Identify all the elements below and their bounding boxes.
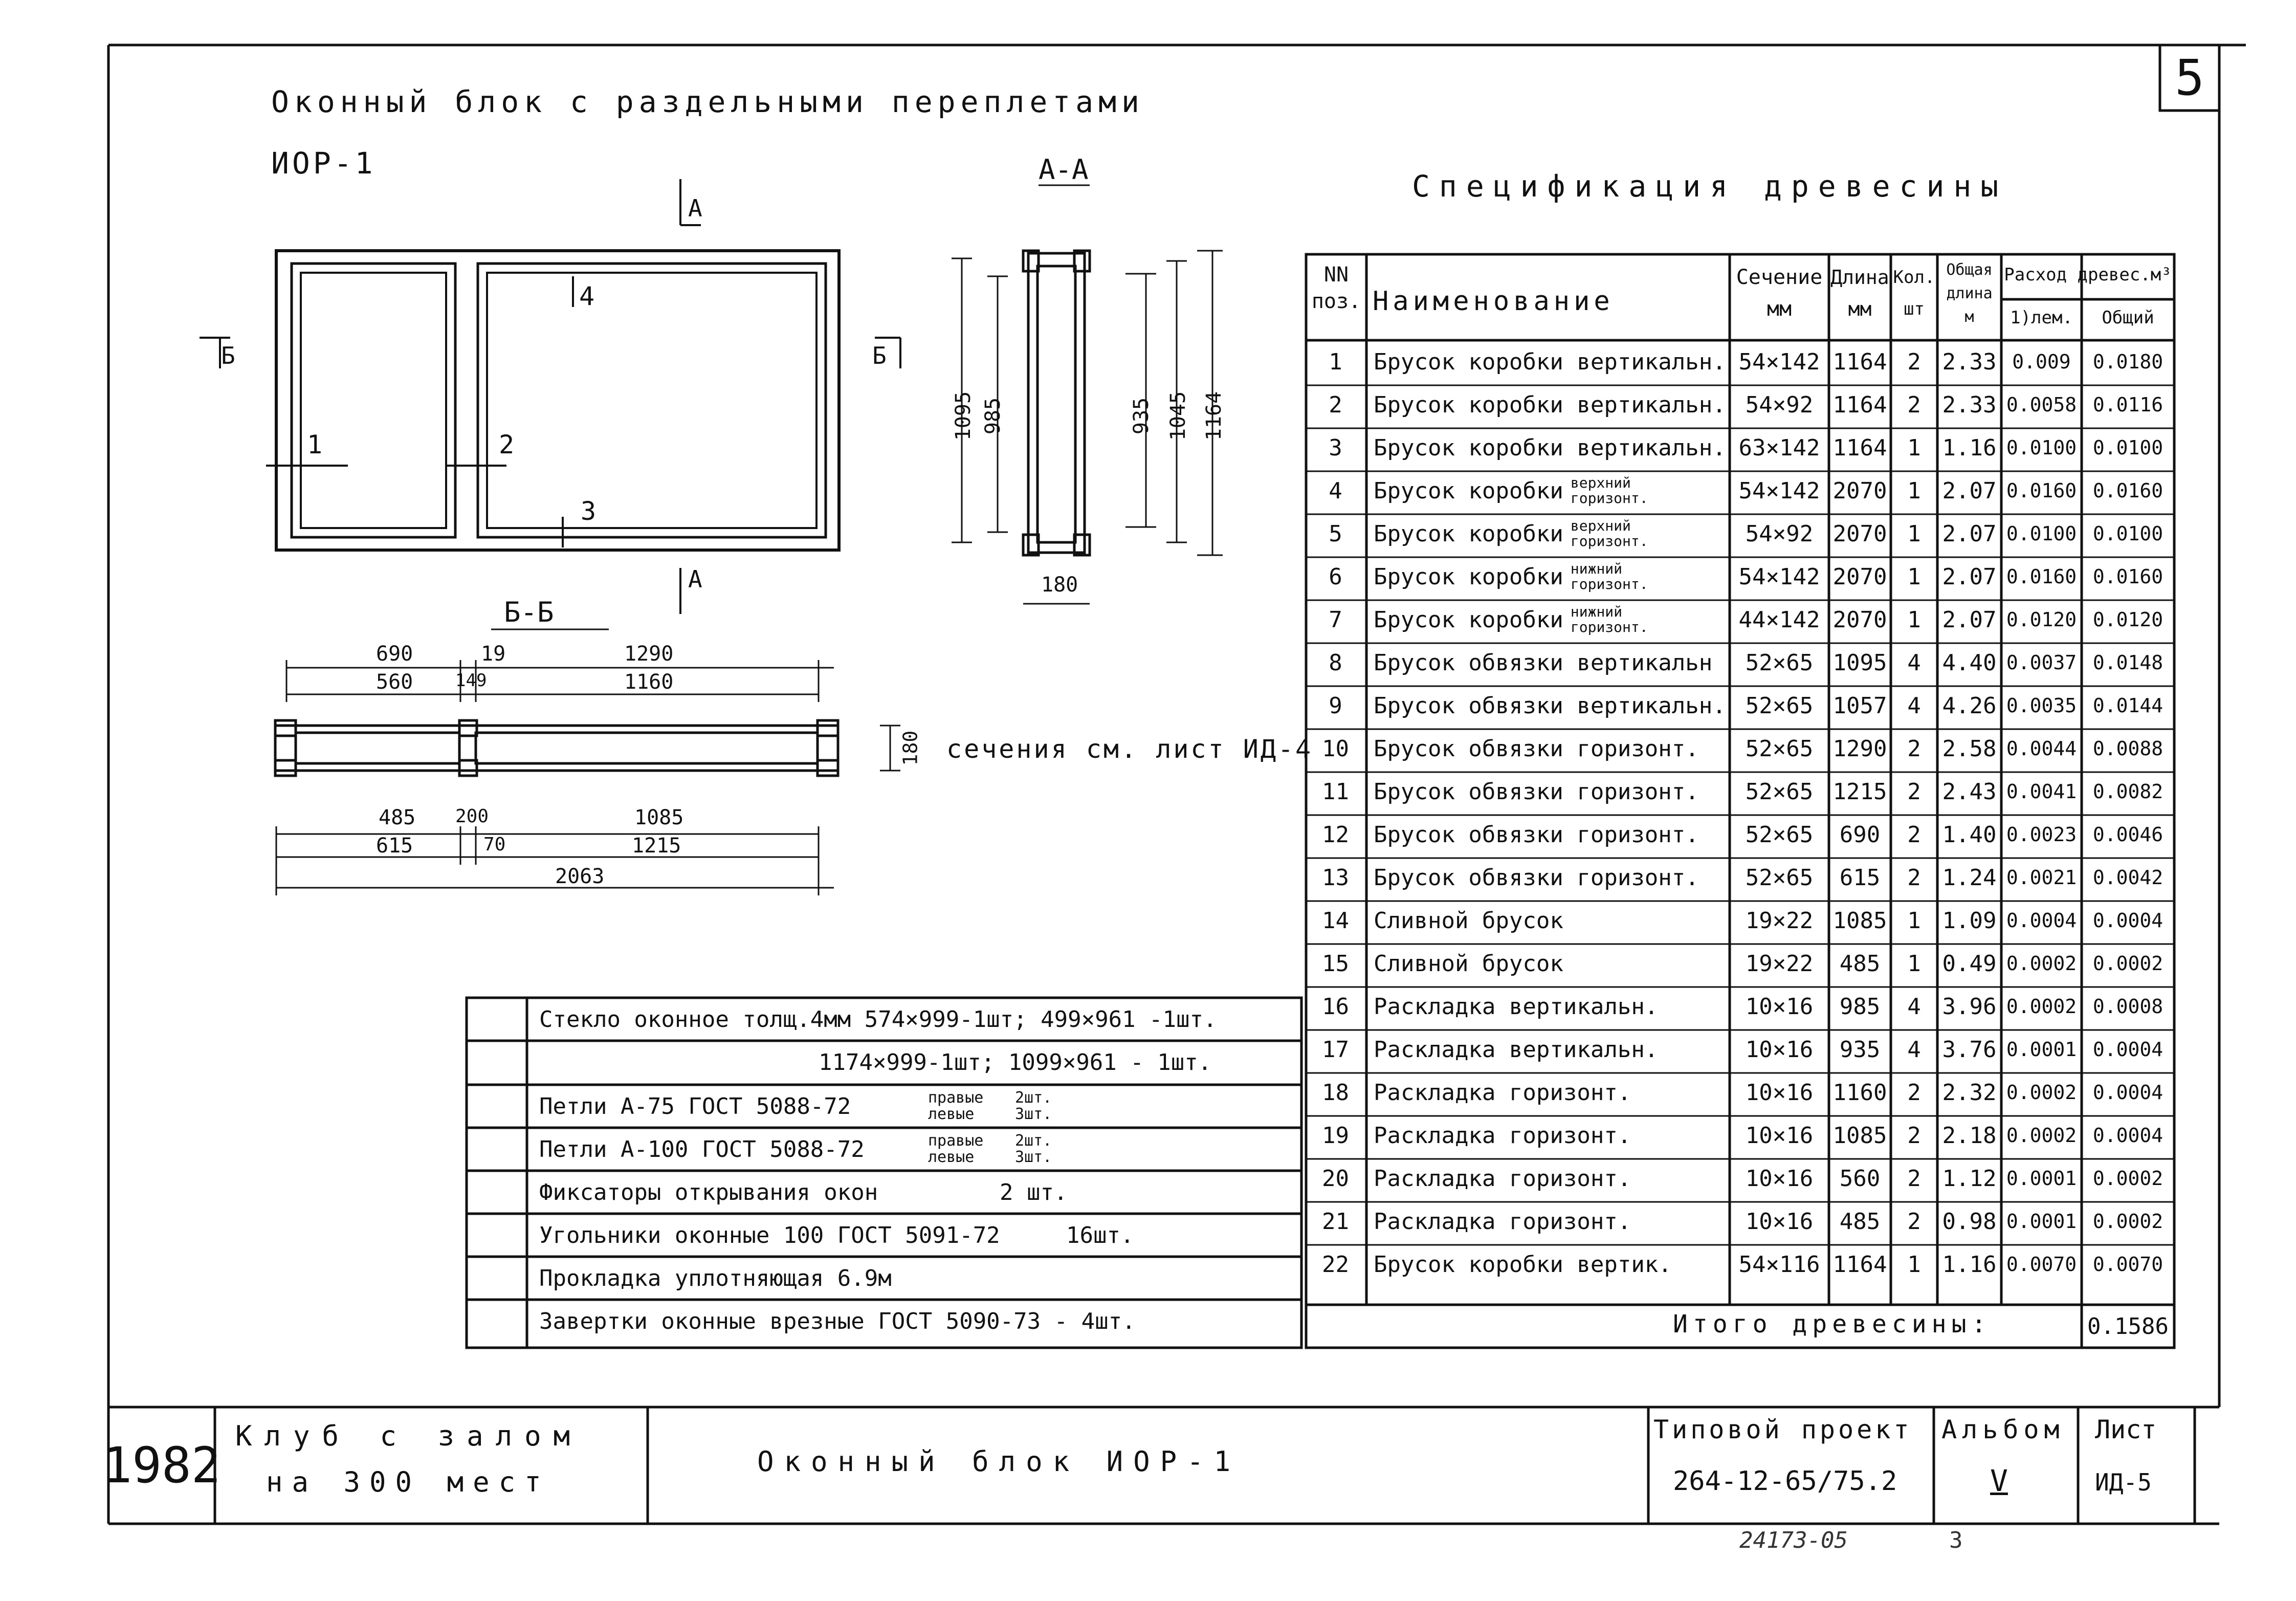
- dim-560: 560: [376, 670, 413, 694]
- header-section: Сечение мм: [1736, 266, 1823, 321]
- album-value: V: [1990, 1463, 2008, 1498]
- drawing-title: Оконный блок с раздельными переплетами: [271, 84, 1144, 119]
- section-mark-b-left: Б: [221, 342, 235, 369]
- row-use-total: 0.0116: [2092, 393, 2163, 416]
- drawing-mark: ИОР-1: [271, 146, 376, 181]
- album-label: Альбом: [1941, 1415, 2065, 1444]
- dim-70: 70: [483, 834, 506, 855]
- row-section: 10×16: [1745, 1208, 1814, 1235]
- row-name: Сливной брусок: [1374, 907, 1563, 934]
- spec-row: [1306, 1200, 2174, 1243]
- footer-number: 3: [1949, 1527, 1963, 1553]
- row-position: 22: [1322, 1251, 1349, 1278]
- row-section: 54×92: [1745, 520, 1814, 547]
- spec-row: [1306, 1114, 2174, 1157]
- dim-935: 935: [1130, 397, 1154, 435]
- position-label-4: 4: [579, 281, 595, 311]
- hinge75-right: правые 2шт.: [928, 1089, 1052, 1107]
- row-use-element: 0.0100: [2006, 522, 2077, 545]
- row-use-total: 0.0002: [2092, 1167, 2163, 1190]
- spec-row: [1306, 426, 2174, 469]
- row-total-length: 0.98: [1942, 1208, 1997, 1235]
- row-total-length: 2.07: [1942, 477, 1997, 504]
- spec-row: [1306, 1243, 2174, 1286]
- row-use-total: 0.0042: [2092, 866, 2163, 889]
- materials-seal: Прокладка уплотняющая 6.9м: [539, 1265, 892, 1291]
- dim-1215: 1215: [632, 834, 681, 858]
- row-name-qualifier: верхний горизонт.: [1570, 474, 1648, 507]
- row-length: 690: [1839, 821, 1881, 848]
- materials-glass-1: Стекло оконное толщ.4мм 574×999-1шт; 499×961 -1шт.: [539, 1006, 1217, 1033]
- row-use-element: 0.0035: [2006, 694, 2077, 717]
- spec-row: [1306, 1071, 2174, 1114]
- header-no: NN поз.: [1311, 263, 1361, 313]
- row-length: 1164: [1833, 434, 1887, 461]
- year-stamp: 1982: [102, 1437, 221, 1494]
- spec-row: [1306, 1028, 2174, 1071]
- row-section: 19×22: [1745, 950, 1814, 977]
- row-name: Сливной брусок: [1374, 950, 1563, 977]
- header-use-el: 1)лем.: [2010, 308, 2073, 328]
- row-use-element: 0.0023: [2006, 823, 2077, 846]
- spec-row: [1306, 684, 2174, 727]
- row-length: 1215: [1833, 778, 1887, 805]
- row-name: Раскладка горизонт.: [1374, 1079, 1631, 1106]
- dim-1085: 1085: [634, 806, 684, 829]
- row-use-element: 0.0044: [2006, 737, 2077, 760]
- row-position: 20: [1322, 1165, 1349, 1192]
- corners-qty: 16шт.: [1066, 1222, 1134, 1248]
- row-quantity: 1: [1907, 907, 1921, 934]
- dim-1164: 1164: [1202, 391, 1226, 441]
- row-length: 985: [1839, 993, 1881, 1020]
- spec-row: [1306, 770, 2174, 813]
- hinge100-right: правые 2шт.: [928, 1132, 1052, 1150]
- header-length: Длина мм: [1830, 266, 1889, 320]
- dim-2063: 2063: [555, 865, 605, 888]
- row-use-element: 0.0037: [2006, 651, 2077, 674]
- row-use-total: 0.0004: [2092, 909, 2163, 932]
- row-use-element: 0.0160: [2006, 565, 2077, 588]
- row-position: 19: [1322, 1122, 1349, 1149]
- row-quantity: 1: [1907, 950, 1921, 977]
- hinge75-label: Петли А-75 ГОСТ 5088-72: [539, 1093, 851, 1120]
- spec-row: [1306, 555, 2174, 598]
- position-label-1: 1: [307, 430, 323, 459]
- row-section: 10×16: [1745, 993, 1814, 1020]
- row-quantity: 4: [1907, 649, 1921, 676]
- sheet-value: ИД-5: [2095, 1468, 2152, 1496]
- row-section: 52×65: [1745, 821, 1814, 848]
- project-label: Типовой проект: [1653, 1415, 1912, 1444]
- row-length: 1057: [1833, 692, 1887, 719]
- row-length: 935: [1839, 1036, 1881, 1063]
- row-position: 14: [1322, 907, 1349, 934]
- spec-row: [1306, 469, 2174, 512]
- row-name: Раскладка горизонт.: [1374, 1165, 1631, 1192]
- header-qty: Кол. шт: [1893, 267, 1935, 319]
- row-quantity: 2: [1907, 821, 1921, 848]
- row-use-element: 0.0058: [2006, 393, 2077, 416]
- row-total-length: 4.26: [1942, 692, 1997, 719]
- materials-locks: Завертки оконные врезные ГОСТ 5090-73 - 4шт.: [539, 1308, 1136, 1334]
- corners-label: Угольники оконные 100 ГОСТ 5091-72: [539, 1222, 1000, 1248]
- spec-row: [1306, 985, 2174, 1028]
- dim-180-aa: 180: [1041, 573, 1078, 597]
- row-use-element: 0.0100: [2006, 436, 2077, 459]
- row-use-total: 0.0046: [2092, 823, 2163, 846]
- section-mark-b-right: Б: [872, 342, 887, 369]
- row-name-qualifier: нижний горизонт.: [1570, 560, 1648, 593]
- row-name: Брусок обвязки горизонт.: [1374, 821, 1699, 848]
- hinge100-split: [928, 1133, 1052, 1166]
- row-total-length: 2.58: [1942, 735, 1997, 762]
- row-name-qualifier: нижний горизонт.: [1570, 603, 1648, 635]
- row-name: Брусок коробки вертикальн.: [1374, 348, 1726, 375]
- row-quantity: 2: [1907, 1165, 1921, 1192]
- row-use-element: 0.0021: [2006, 866, 2077, 889]
- club-name-line1: Клуб с залом: [235, 1420, 583, 1452]
- materials-fixators: [527, 1171, 1307, 1214]
- row-quantity: 1: [1907, 1251, 1921, 1278]
- row-position: 6: [1329, 563, 1342, 590]
- header-use-all: Общий: [2102, 308, 2154, 328]
- row-quantity: 2: [1907, 1079, 1921, 1106]
- section-bb-title: Б-Б: [504, 596, 554, 628]
- row-position: 17: [1322, 1036, 1349, 1063]
- row-use-total: 0.0002: [2092, 952, 2163, 975]
- footer-stamp: 24173-05: [1739, 1527, 1848, 1553]
- sheet-label: Лист: [2095, 1415, 2157, 1444]
- hinge100-left: левые 3шт.: [928, 1148, 1052, 1166]
- row-use-total: 0.0100: [2092, 436, 2163, 459]
- row-name: Брусок коробки верхний горизонт.: [1374, 517, 1648, 550]
- row-section: 54×142: [1738, 477, 1820, 504]
- row-section: 52×65: [1745, 735, 1814, 762]
- row-quantity: 2: [1907, 1208, 1921, 1235]
- spec-row: [1306, 813, 2174, 856]
- row-use-element: 0.0001: [2006, 1167, 2077, 1190]
- row-name: Брусок коробки нижний горизонт.: [1374, 560, 1648, 593]
- row-length: 2070: [1833, 520, 1887, 547]
- fixators-label: Фиксаторы открывания окон: [539, 1179, 878, 1205]
- row-use-element: 0.0004: [2006, 909, 2077, 932]
- row-total-length: 2.07: [1942, 606, 1997, 633]
- row-length: 485: [1839, 1208, 1881, 1235]
- row-name: Брусок обвязки горизонт.: [1374, 735, 1699, 762]
- row-use-total: 0.0160: [2092, 565, 2163, 588]
- spec-row: [1306, 340, 2174, 383]
- row-name: Брусок обвязки горизонт.: [1374, 864, 1699, 891]
- row-length: 1085: [1833, 907, 1887, 934]
- row-name: Раскладка вертикальн.: [1374, 1036, 1659, 1063]
- sheet-number: 5: [2175, 49, 2204, 106]
- row-total-length: 2.18: [1942, 1122, 1997, 1149]
- row-total-length: 1.16: [1942, 434, 1997, 461]
- row-section: 44×142: [1738, 606, 1820, 633]
- row-section: 52×65: [1745, 649, 1814, 676]
- row-section: 19×22: [1745, 907, 1814, 934]
- row-name: Брусок обвязки вертикальн: [1374, 649, 1713, 676]
- dim-149: 149: [455, 670, 487, 691]
- hinge75-split: [928, 1090, 1052, 1123]
- row-name-qualifier: верхний горизонт.: [1570, 517, 1648, 550]
- row-use-total: 0.0008: [2092, 995, 2163, 1018]
- row-position: 10: [1322, 735, 1349, 762]
- row-position: 7: [1329, 606, 1342, 633]
- row-quantity: 1: [1907, 606, 1921, 633]
- row-total-length: 2.33: [1942, 391, 1997, 418]
- row-section: 10×16: [1745, 1165, 1814, 1192]
- spec-row: [1306, 727, 2174, 770]
- project-code: 264-12-65/75.2: [1673, 1466, 1897, 1497]
- row-quantity: 2: [1907, 391, 1921, 418]
- row-length: 615: [1839, 864, 1881, 891]
- row-length: 1164: [1833, 348, 1887, 375]
- row-total-length: 2.33: [1942, 348, 1997, 375]
- row-length: 1085: [1833, 1122, 1887, 1149]
- row-use-total: 0.0070: [2092, 1253, 2163, 1276]
- row-length: 1095: [1833, 649, 1887, 676]
- row-total-length: 1.12: [1942, 1165, 1997, 1192]
- row-position: 21: [1322, 1208, 1349, 1235]
- sheet-name: Оконный блок ИОР-1: [757, 1445, 1241, 1478]
- club-name-line2: на 300 мест: [266, 1466, 550, 1498]
- row-name: Раскладка вертикальн.: [1374, 993, 1659, 1020]
- row-name: Брусок обвязки вертикальн.: [1374, 692, 1726, 719]
- row-quantity: 2: [1907, 735, 1921, 762]
- dim-690: 690: [376, 642, 413, 666]
- row-quantity: 2: [1907, 1122, 1921, 1149]
- row-use-element: 0.0002: [2006, 1081, 2077, 1104]
- dim-200: 200: [455, 806, 489, 827]
- dim-1160: 1160: [624, 670, 674, 694]
- spec-row: [1306, 1157, 2174, 1200]
- row-use-total: 0.0002: [2092, 1210, 2163, 1233]
- row-use-total: 0.0004: [2092, 1081, 2163, 1104]
- row-length: 1160: [1833, 1079, 1887, 1106]
- row-name: Брусок обвязки горизонт.: [1374, 778, 1699, 805]
- row-use-element: 0.0001: [2006, 1038, 2077, 1061]
- row-length: 2070: [1833, 606, 1887, 633]
- section-mark-a-top: А: [688, 194, 702, 222]
- row-position: 9: [1329, 692, 1342, 719]
- row-position: 18: [1322, 1079, 1349, 1106]
- header-use: Расход древес.м³: [2004, 265, 2172, 285]
- dim-180-bb: 180: [899, 730, 922, 766]
- row-section: 52×65: [1745, 778, 1814, 805]
- materials-hinges-75: [527, 1085, 1307, 1128]
- row-quantity: 2: [1907, 864, 1921, 891]
- row-section: 10×16: [1745, 1122, 1814, 1149]
- row-use-element: 0.0002: [2006, 952, 2077, 975]
- row-name: Раскладка горизонт.: [1374, 1122, 1631, 1149]
- dim-1290: 1290: [624, 642, 674, 666]
- row-length: 560: [1839, 1165, 1881, 1192]
- row-use-total: 0.0004: [2092, 1124, 2163, 1147]
- row-total-length: 1.40: [1942, 821, 1997, 848]
- section-mark-a-bottom: А: [688, 565, 702, 593]
- row-quantity: 2: [1907, 348, 1921, 375]
- row-length: 1164: [1833, 1251, 1887, 1278]
- row-length: 1290: [1833, 735, 1887, 762]
- row-use-element: 0.0002: [2006, 995, 2077, 1018]
- row-section: 63×142: [1738, 434, 1820, 461]
- header-total-length: Общая длина м: [1946, 261, 1993, 326]
- row-use-total: 0.0160: [2092, 479, 2163, 502]
- row-total-length: 1.24: [1942, 864, 1997, 891]
- row-quantity: 1: [1907, 563, 1921, 590]
- row-length: 2070: [1833, 477, 1887, 504]
- position-label-2: 2: [499, 430, 515, 459]
- row-section: 52×65: [1745, 864, 1814, 891]
- materials-corners: [527, 1214, 1307, 1257]
- dim-615: 615: [376, 834, 413, 858]
- row-total-length: 2.43: [1942, 778, 1997, 805]
- row-use-element: 0.0041: [2006, 780, 2077, 803]
- fixators-qty: 2 шт.: [1000, 1179, 1068, 1205]
- row-length: 2070: [1833, 563, 1887, 590]
- row-section: 10×16: [1745, 1079, 1814, 1106]
- spec-row: [1306, 383, 2174, 426]
- dim-19: 19: [481, 642, 506, 666]
- row-position: 1: [1329, 348, 1342, 375]
- row-section: 54×142: [1738, 563, 1820, 590]
- row-position: 4: [1329, 477, 1342, 504]
- row-use-total: 0.0144: [2092, 694, 2163, 717]
- spec-total-label: Итого древесины:: [1673, 1310, 1992, 1339]
- row-quantity: 4: [1907, 993, 1921, 1020]
- row-section: 10×16: [1745, 1036, 1814, 1063]
- row-position: 15: [1322, 950, 1349, 977]
- spec-total-value: 0.1586: [2087, 1313, 2169, 1340]
- row-total-length: 3.76: [1942, 1036, 1997, 1063]
- dim-485: 485: [379, 806, 416, 829]
- row-section: 52×65: [1745, 692, 1814, 719]
- dim-1095: 1095: [952, 391, 976, 441]
- row-length: 1164: [1833, 391, 1887, 418]
- row-use-element: 0.009: [2012, 350, 2071, 373]
- spec-title: Спецификация древесины: [1412, 169, 2008, 204]
- hinge75-left: левые 3шт.: [928, 1105, 1052, 1123]
- row-quantity: 2: [1907, 778, 1921, 805]
- spec-row: [1306, 598, 2174, 641]
- row-name: Брусок коробки вертик.: [1374, 1251, 1672, 1278]
- spec-row: [1306, 942, 2174, 985]
- row-use-total: 0.0148: [2092, 651, 2163, 674]
- spec-row: [1306, 899, 2174, 942]
- see-sections-note: сечения см. лист ИД-4: [946, 734, 1313, 764]
- row-name: Брусок коробки нижний горизонт.: [1374, 603, 1648, 635]
- row-total-length: 1.16: [1942, 1251, 1997, 1278]
- row-total-length: 1.09: [1942, 907, 1997, 934]
- section-aa-title: А-А: [1039, 153, 1089, 186]
- row-position: 11: [1322, 778, 1349, 805]
- row-position: 5: [1329, 520, 1342, 547]
- row-name: Брусок коробки верхний горизонт.: [1374, 474, 1648, 507]
- row-total-length: 4.40: [1942, 649, 1997, 676]
- row-position: 2: [1329, 391, 1342, 418]
- row-quantity: 1: [1907, 520, 1921, 547]
- row-name: Брусок коробки вертикальн.: [1374, 434, 1726, 461]
- spec-row: [1306, 512, 2174, 555]
- spec-row: [1306, 856, 2174, 899]
- row-use-element: 0.0160: [2006, 479, 2077, 502]
- row-use-total: 0.0088: [2092, 737, 2163, 760]
- materials-glass-2: 1174×999-1шт; 1099×961 - 1шт.: [819, 1049, 1212, 1076]
- spec-header: [1306, 254, 2174, 340]
- row-use-total: 0.0082: [2092, 780, 2163, 803]
- row-use-element: 0.0070: [2006, 1253, 2077, 1276]
- row-total-length: 0.49: [1942, 950, 1997, 977]
- row-total-length: 2.07: [1942, 520, 1997, 547]
- row-use-total: 0.0180: [2092, 350, 2163, 373]
- row-position: 12: [1322, 821, 1349, 848]
- row-use-total: 0.0100: [2092, 522, 2163, 545]
- position-label-3: 3: [581, 496, 597, 526]
- spec-row: [1306, 641, 2174, 684]
- row-name: Раскладка горизонт.: [1374, 1208, 1631, 1235]
- row-name: Брусок коробки вертикальн.: [1374, 391, 1726, 418]
- row-section: 54×116: [1738, 1251, 1820, 1278]
- row-quantity: 1: [1907, 434, 1921, 461]
- materials-hinges-100: [527, 1128, 1307, 1171]
- row-use-total: 0.0120: [2092, 608, 2163, 631]
- row-position: 3: [1329, 434, 1342, 461]
- row-use-element: 0.0002: [2006, 1124, 2077, 1147]
- row-total-length: 2.32: [1942, 1079, 1997, 1106]
- row-position: 13: [1322, 864, 1349, 891]
- dim-985: 985: [981, 397, 1005, 435]
- row-section: 54×142: [1738, 348, 1820, 375]
- hinge100-label: Петли А-100 ГОСТ 5088-72: [539, 1136, 865, 1163]
- dim-1045: 1045: [1166, 391, 1190, 441]
- row-use-element: 0.0120: [2006, 608, 2077, 631]
- row-position: 16: [1322, 993, 1349, 1020]
- row-total-length: 2.07: [1942, 563, 1997, 590]
- row-total-length: 3.96: [1942, 993, 1997, 1020]
- row-position: 8: [1329, 649, 1342, 676]
- row-use-element: 0.0001: [2006, 1210, 2077, 1233]
- row-quantity: 4: [1907, 692, 1921, 719]
- row-quantity: 4: [1907, 1036, 1921, 1063]
- row-use-total: 0.0004: [2092, 1038, 2163, 1061]
- row-quantity: 1: [1907, 477, 1921, 504]
- header-name: Наименование: [1373, 286, 1614, 317]
- row-section: 54×92: [1745, 391, 1814, 418]
- row-length: 485: [1839, 950, 1881, 977]
